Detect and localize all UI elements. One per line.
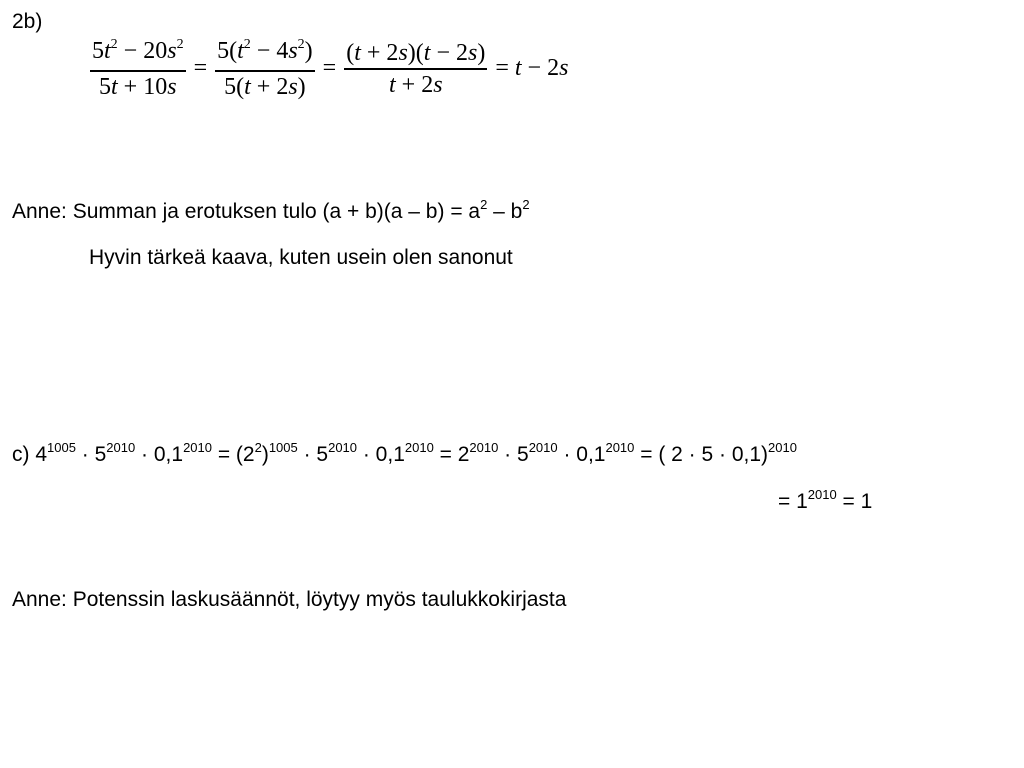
superscript: 2010 (183, 440, 212, 455)
text-run: · 5 (75, 443, 107, 466)
text-run: = 2 (433, 443, 470, 466)
superscript: 2 (254, 440, 262, 455)
text-run: = (2 (211, 443, 255, 466)
text-run: 5( (217, 38, 238, 64)
equation-result (515, 55, 569, 82)
text-run: ( (346, 40, 355, 66)
fraction-1-denominator (97, 72, 179, 102)
text-run: ) (304, 38, 313, 64)
text-run: · 0,1 (357, 443, 405, 466)
variable: t (244, 73, 251, 100)
text-run: − 20 (117, 38, 168, 64)
text-run: 5 (92, 38, 104, 64)
text-run: ) (477, 40, 486, 66)
text-run: + 10 (117, 73, 168, 100)
equation (88, 36, 568, 102)
text-run: · 5 (297, 443, 329, 466)
text-run: 5 (99, 73, 111, 100)
variable: s (559, 55, 569, 82)
text-run: )( (407, 40, 424, 66)
superscript: 2010 (469, 440, 499, 455)
text-run: c) 4 (12, 443, 48, 466)
variable: s (288, 38, 298, 64)
superscript: 1005 (268, 440, 298, 455)
variable: t (354, 40, 361, 66)
fraction-2-denominator (222, 72, 308, 102)
text-run: + 2 (250, 73, 289, 100)
text-run: + 2 (395, 71, 434, 98)
text-run: ) (297, 73, 306, 100)
fraction-2 (215, 36, 315, 102)
superscript: 2010 (528, 440, 558, 455)
text-run: − 2 (521, 55, 560, 82)
variable: s (167, 38, 177, 64)
text-run: 5( (224, 73, 245, 100)
variable: s (467, 40, 478, 66)
label-2b: 2b) (12, 10, 43, 33)
variable: t (104, 38, 111, 64)
fraction-3-denominator (387, 70, 445, 100)
superscript: 2010 (106, 440, 136, 455)
text-run: = 1 (778, 490, 808, 513)
fraction-3-numerator (344, 38, 487, 68)
equals-sign: = (193, 55, 208, 82)
superscript: 2010 (605, 440, 635, 455)
anne-note-2: Anne: Potenssin laskusäännöt, löytyy myös taulukkokirjasta (12, 588, 567, 611)
variable: t (237, 38, 244, 64)
equals-sign: = (322, 55, 337, 82)
text-run: = 1 (836, 490, 873, 513)
equals-sign: = (495, 55, 509, 82)
anne-note-1 (12, 197, 530, 226)
anne-note-1-text: – b (487, 200, 523, 223)
superscript: 2010 (328, 440, 358, 455)
text-run: = ( 2 · 5 · 0,1) (634, 443, 769, 466)
anne-note-1-comment: Hyvin tärkeä kaava, kuten usein olen sanonut (89, 246, 513, 269)
part-c-line-2 (778, 487, 873, 516)
superscript: 2010 (404, 440, 434, 455)
text-run: − 4 (250, 38, 289, 64)
superscript: 2 (522, 197, 530, 212)
variable: s (167, 73, 177, 100)
text-run: + 2 (360, 40, 399, 66)
text-run: · 0,1 (135, 443, 184, 466)
fraction-1 (90, 36, 186, 102)
superscript: 2 (480, 197, 488, 212)
text-run: · 5 (498, 443, 529, 466)
text-run: − 2 (430, 40, 468, 66)
variable: t (388, 71, 396, 98)
superscript: 1005 (47, 440, 76, 455)
anne-note-1-text: Anne: Summan ja erotuksen tulo (a + b)(a – b) = a (12, 200, 481, 223)
variable: t (514, 55, 522, 82)
variable: t (111, 73, 118, 100)
superscript: 2 (243, 37, 251, 52)
text-run: ) (261, 443, 269, 466)
variable: s (433, 71, 443, 98)
superscript: 2010 (807, 487, 837, 502)
variable: s (288, 73, 298, 100)
fraction-3 (344, 38, 487, 100)
superscript: 2 (176, 37, 184, 52)
superscript: 2010 (768, 440, 797, 455)
variable: t (423, 40, 431, 66)
variable: s (398, 40, 408, 66)
fraction-2-numerator (215, 36, 315, 70)
superscript: 2 (297, 37, 305, 52)
part-c-line-1 (12, 440, 797, 469)
superscript: 2 (110, 37, 118, 52)
text-run: · 0,1 (557, 443, 606, 466)
fraction-1-numerator (90, 36, 186, 70)
